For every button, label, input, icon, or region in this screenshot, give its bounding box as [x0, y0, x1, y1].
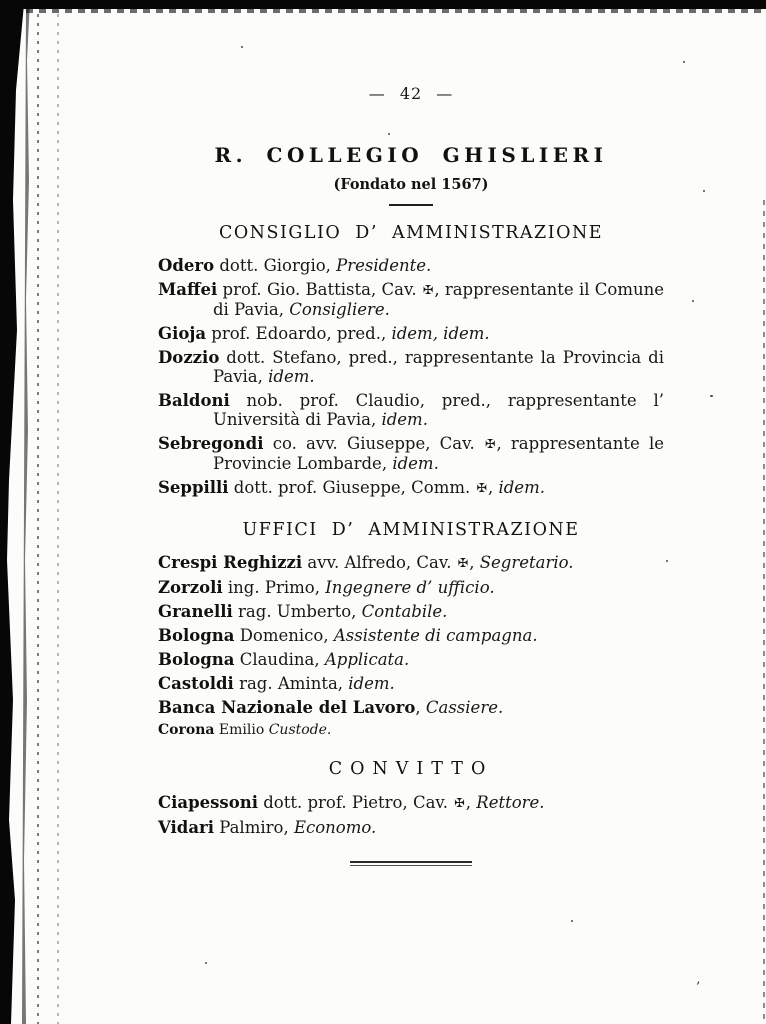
entry-name: Vidari	[158, 818, 214, 837]
section-heading: CONSIGLIO D’ AMMINISTRAZIONE	[218, 223, 604, 243]
entry-text: , rappresentante le Provincie Lombarde,	[213, 434, 664, 473]
entry-text: rag. Aminta,	[233, 674, 349, 693]
directory-entry	[158, 348, 664, 386]
entry-name: Sebregondi	[158, 434, 264, 453]
directory-entry	[158, 434, 664, 473]
page-subtitle: (Fondato nel 1567)	[333, 176, 489, 193]
entry-role: Custode.	[268, 722, 332, 738]
entry-text: prof. Gio. Battista, Cav.	[217, 280, 422, 299]
entry-role: Presidente.	[336, 256, 432, 275]
honor-cross-icon: ✠	[422, 282, 434, 297]
entry-text: , rappresentante il Comune di Pavia,	[213, 280, 664, 319]
scan-edge-right	[763, 200, 765, 1024]
entry-list	[158, 256, 664, 498]
entry-name: Zorzoli	[158, 578, 223, 597]
directory-entry	[158, 698, 664, 717]
entry-name: Bologna	[158, 626, 235, 645]
entry-name: Castoldi	[158, 674, 234, 693]
page-title: R. COLLEGIO GHISLIERI	[214, 143, 608, 167]
entry-name: Maffei	[158, 280, 218, 299]
scan-speckle	[683, 61, 685, 63]
directory-entry	[158, 722, 664, 739]
directory-entry	[158, 280, 664, 319]
entry-text: ,	[465, 793, 477, 812]
directory-entry	[158, 650, 664, 669]
entry-text: dott. Stefano, pred., rappresentante la Provincia di Pavia,	[213, 348, 664, 386]
scan-speckle	[666, 560, 668, 562]
directory-entry	[158, 626, 664, 645]
entry-text: nob. prof. Claudio, pred., rappresentante l’ Università di Pavia,	[213, 391, 664, 429]
entry-role: idem.	[498, 478, 545, 497]
entry-name: Granelli	[158, 602, 233, 621]
directory-entry	[158, 602, 664, 621]
scan-edge-left	[0, 0, 34, 1024]
entry-text: Emilio	[214, 722, 269, 738]
entry-name: Baldoni	[158, 391, 230, 410]
directory-entry	[158, 324, 664, 343]
scan-speckle	[703, 190, 705, 192]
entry-name: Ciapessoni	[158, 793, 258, 812]
honor-cross-icon: ✠	[454, 795, 465, 810]
section-heading: UFFICI D’ AMMINISTRAZIONE	[242, 520, 580, 540]
entry-text: ing. Primo,	[222, 578, 326, 597]
entry-text: prof. Edoardo, pred.,	[206, 324, 392, 343]
entry-name: Seppilli	[158, 478, 229, 497]
entry-role: Applicata.	[324, 650, 410, 669]
entry-text: ,	[415, 698, 426, 717]
entry-name: Bologna	[158, 650, 235, 669]
entry-text: rag. Umberto,	[232, 602, 362, 621]
entry-role: Cassiere.	[425, 698, 504, 717]
end-divider-rule	[350, 861, 472, 866]
scan-speckle	[692, 300, 694, 302]
binding-crease-line	[37, 14, 39, 1024]
scan-edge-top	[0, 0, 766, 9]
directory-entry	[158, 818, 664, 837]
section-convitto	[158, 759, 664, 837]
binding-crease-line	[57, 14, 59, 1024]
entry-text: Claudina,	[234, 650, 325, 669]
title-rule	[389, 204, 433, 206]
entry-role: idem.	[348, 674, 395, 693]
entry-role: Assistente di campagna.	[333, 626, 538, 645]
entry-text: avv. Alfredo, Cav.	[302, 553, 457, 572]
entry-list	[158, 793, 664, 837]
entry-text: dott. prof. Pietro, Cav.	[257, 793, 454, 812]
honor-cross-icon: ✠	[457, 555, 469, 570]
scan-speckle	[241, 46, 243, 48]
entry-name: Odero	[158, 256, 215, 275]
honor-cross-icon: ✠	[484, 436, 496, 451]
scan-speckle	[710, 395, 713, 397]
entry-role: Consigliere.	[289, 300, 390, 319]
entry-name: Crespi Reghizzi	[158, 553, 303, 572]
entry-role: Economo.	[293, 818, 377, 837]
entry-role: Contabile.	[361, 602, 448, 621]
entry-role: Segretario.	[479, 553, 574, 572]
entry-text: Palmiro,	[213, 818, 294, 837]
entry-text: Domenico,	[234, 626, 334, 645]
entry-list	[158, 553, 664, 739]
entry-role: idem.	[268, 367, 315, 386]
entry-text: ,	[469, 553, 480, 572]
directory-entry	[158, 553, 664, 573]
entry-role: Rettore.	[476, 793, 545, 812]
page-content	[158, 84, 664, 866]
entry-role: idem, idem.	[391, 324, 490, 343]
entry-name: Dozzio	[158, 348, 220, 367]
section-consiglio-damministrazione	[158, 223, 664, 498]
directory-entry	[158, 793, 664, 813]
directory-entry	[158, 256, 664, 275]
entry-role: idem.	[392, 454, 439, 473]
directory-entry	[158, 578, 664, 597]
directory-entry	[158, 478, 664, 498]
scan-speckle	[205, 962, 207, 964]
entry-text: dott. Giorgio,	[214, 256, 337, 275]
stray-ink-mark: ’	[696, 980, 701, 995]
section-heading: CONVITTO	[328, 759, 494, 779]
entry-text: ,	[487, 478, 499, 497]
entry-name: Corona	[158, 722, 215, 738]
directory-entry	[158, 391, 664, 429]
entry-text: co. avv. Giuseppe, Cav.	[263, 434, 484, 453]
honor-cross-icon: ✠	[476, 480, 487, 495]
scan-speckle	[571, 920, 573, 922]
page-number: — 42 —	[368, 84, 454, 103]
directory-entry	[158, 674, 664, 693]
scan-edge-top-ragged	[0, 9, 766, 13]
entry-role: idem.	[381, 410, 428, 429]
entry-name: Gioja	[158, 324, 207, 343]
section-uffici-damministrazione	[158, 520, 664, 739]
entry-name: Banca Nazionale del Lavoro	[158, 698, 416, 717]
entry-text: dott. prof. Giuseppe, Comm.	[228, 478, 476, 497]
entry-role: Ingegnere d’ ufficio.	[325, 578, 495, 597]
